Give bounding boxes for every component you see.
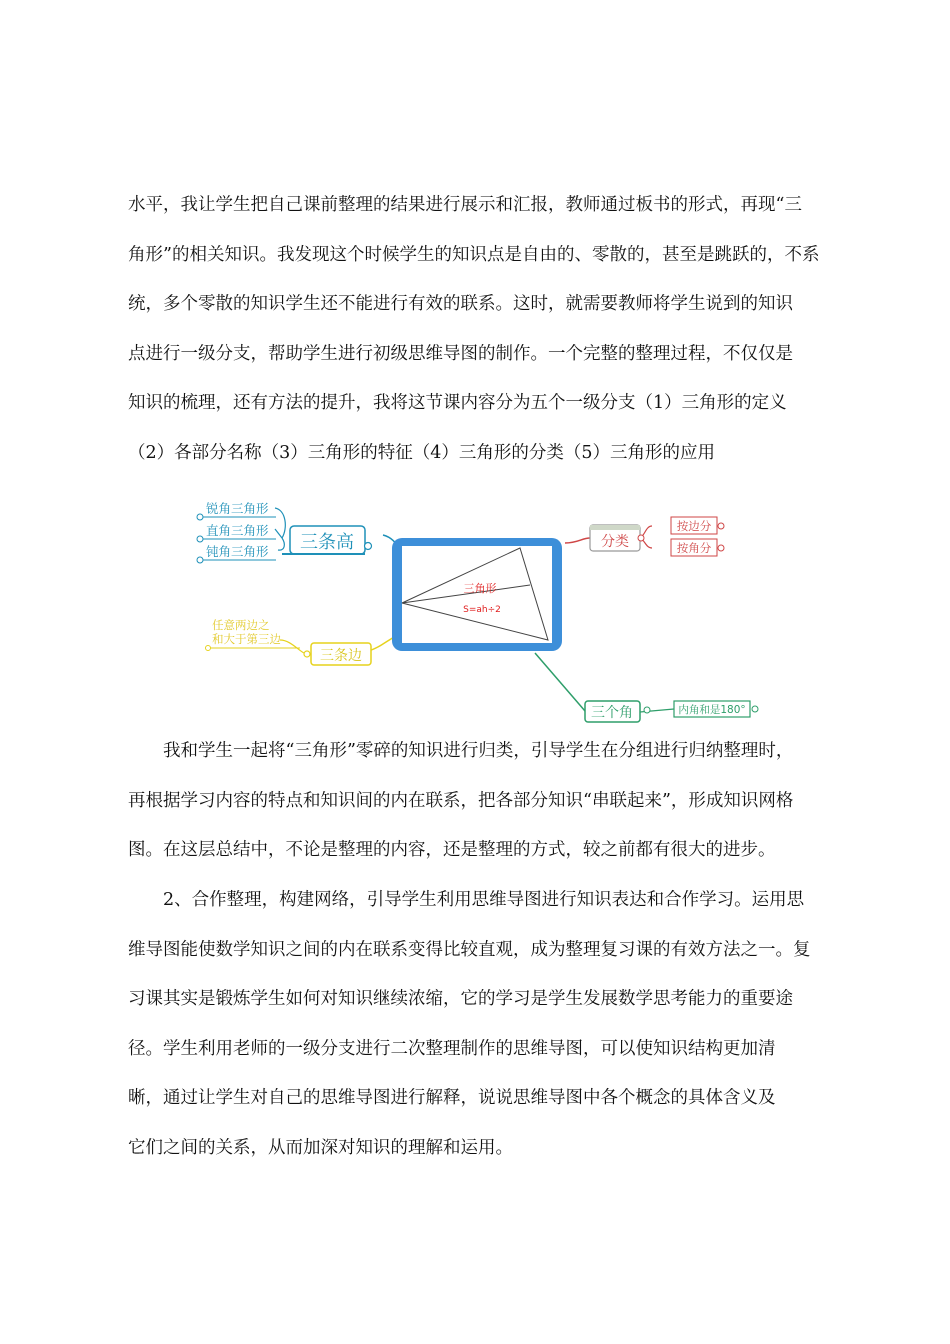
classify-child-by-side: 按边分 bbox=[676, 519, 712, 533]
acute-collapse-icon[interactable] bbox=[197, 514, 203, 520]
heights-child-acute: 锐角三角形 bbox=[206, 501, 269, 516]
paragraph-2 bbox=[128, 727, 834, 876]
paragraph-1 bbox=[128, 181, 834, 478]
paragraph-3 bbox=[128, 876, 834, 1173]
right-collapse-icon[interactable] bbox=[197, 536, 203, 542]
paragraph-line: （2）各部分名称（3）三角形的特征（4）三角形的分类（5）三角形的应用 bbox=[128, 442, 716, 463]
paragraph-line: 点进行一级分支，帮助学生进行初级思维导图的制作。一个完整的整理过程，不仅仅是 bbox=[128, 343, 793, 364]
paragraph-line: 维导图能使数学知识之间的内在联系变得比较直观，成为整理复习课的有效方法之一。复 bbox=[128, 939, 811, 960]
sides-child-line1: 任意两边之 bbox=[212, 618, 270, 632]
center-node-title: 三角形 bbox=[463, 582, 497, 595]
mind-map-diagram bbox=[190, 488, 770, 728]
heights-node-label: 三条高 bbox=[300, 532, 354, 553]
heights-expand-icon[interactable] bbox=[365, 543, 372, 550]
paragraph-line: 知识的梳理，还有方法的提升，我将这节课内容分为五个一级分支（1）三角形的定义 bbox=[128, 393, 787, 413]
paragraph-line: 统，多个零散的知识学生还不能进行有效的联系。这时，就需要教师将学生说到的知识 bbox=[128, 294, 793, 314]
angles-node-label: 三个角 bbox=[591, 705, 633, 721]
sides-expand-icon[interactable] bbox=[304, 651, 310, 657]
paragraph-line: 习课其实是锻炼学生如何对知识继续浓缩，它的学习是学生发展数学思考能力的重要途 bbox=[128, 989, 793, 1009]
paragraph-line: 2、合作整理，构建网络，引导学生利用思维导图进行知识表达和合作学习。运用思 bbox=[163, 890, 805, 910]
paragraph-line: 水平，我让学生把自己课前整理的结果进行展示和汇报，教师通过板书的形式，再现“三 bbox=[128, 195, 802, 215]
heights-child-right: 直角三角形 bbox=[206, 523, 269, 538]
obtuse-collapse-icon[interactable] bbox=[197, 557, 203, 563]
heights-child-obtuse: 钝角三角形 bbox=[206, 544, 269, 559]
by-side-expand-icon[interactable] bbox=[718, 523, 724, 529]
sides-child-collapse-icon[interactable] bbox=[206, 646, 211, 651]
triangle-mind-map-figure bbox=[190, 488, 770, 728]
classify-child-by-angle: 按角分 bbox=[676, 541, 712, 555]
sides-node-label: 三条边 bbox=[320, 648, 362, 664]
paragraph-line: 它们之间的关系，从而加深对知识的理解和运用。 bbox=[128, 1137, 513, 1158]
by-angle-expand-icon[interactable] bbox=[718, 545, 724, 551]
paragraph-line: 角形”的相关知识。我发现这个时候学生的知识点是自由的、零散的，甚至是跳跃的，不系 bbox=[128, 244, 820, 265]
classify-collapse-icon[interactable] bbox=[638, 535, 644, 541]
angles-child-expand-icon[interactable] bbox=[752, 706, 758, 712]
angles-collapse-icon[interactable] bbox=[644, 707, 650, 713]
paragraph-line: 再根据学习内容的特点和知识间的内在联系，把各部分知识“串联起来”，形成知识网格 bbox=[128, 790, 794, 811]
paragraph-line: 晰，通过让学生对自己的思维导图进行解释，说说思维导图中各个概念的具体含义及 bbox=[128, 1088, 776, 1108]
paragraph-line: 径。学生利用老师的一级分支进行二次整理制作的思维导图，可以使知识结构更加清 bbox=[128, 1038, 776, 1059]
center-node-formula: S=ah÷2 bbox=[463, 605, 501, 615]
paragraph-line: 我和学生一起将“三角形”零碎的知识进行归类，引导学生在分组进行归纳整理时， bbox=[163, 741, 794, 761]
sides-child-line2: 和大于第三边 bbox=[212, 632, 281, 646]
classify-node-label: 分类 bbox=[601, 534, 629, 550]
angles-child-label: 内角和是180° bbox=[678, 704, 746, 716]
paragraph-line: 图。在这层总结中，不论是整理的内容，还是整理的方式，较之前都有很大的进步。 bbox=[128, 840, 776, 860]
